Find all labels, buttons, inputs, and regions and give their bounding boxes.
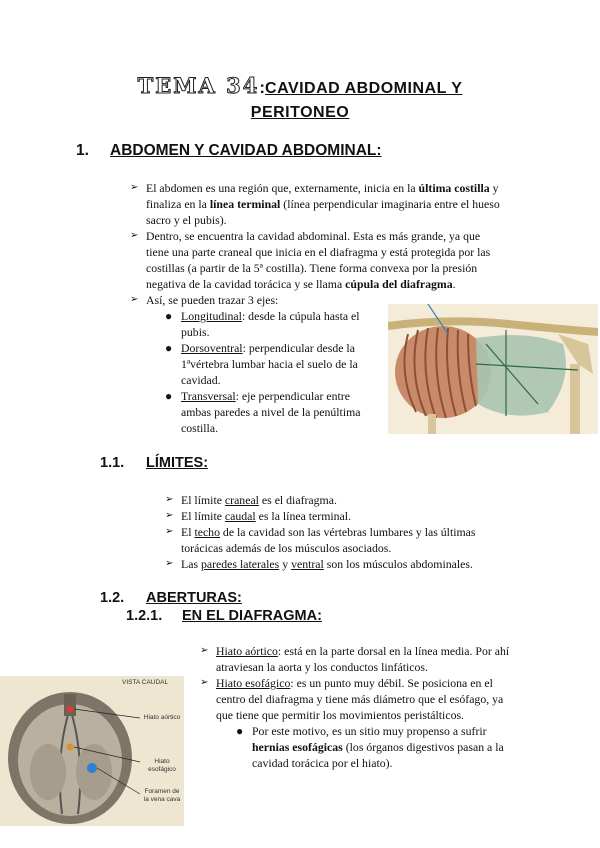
label-foramen-cava: Foramen de la vena cava — [143, 788, 181, 803]
vena-cava-foramen-dot — [87, 763, 97, 773]
bullet-cavidad: ➢ Dentro, se encuentra la cavidad abdominal. Esta es más grande, ya que tiene una parte craneal que inicia en el diafragma y está protegida por las costillas (a partir de la 5ª costilla). Tiene forma convexa por la presión negativa de la cavidad torácica y se llama cúpula del diafragma. — [130, 229, 491, 291]
bullet-dot-icon: ● — [236, 724, 244, 738]
limite-craneal: ➢ El límite craneal es el diafragma. — [165, 493, 337, 507]
arrow-bullet-icon: ➢ — [165, 558, 174, 569]
arrow-bullet-icon: ➢ — [130, 230, 139, 241]
limites-list — [165, 492, 510, 572]
section-1-2-heading — [100, 590, 242, 606]
diaphragm-figure — [0, 676, 184, 826]
arrow-bullet-icon: ➢ — [165, 526, 174, 537]
bullet-dot-icon: ● — [165, 341, 173, 355]
aortic-hiatus-dot — [67, 706, 74, 713]
label-hiato-aortico: Hiato aórtico — [143, 714, 181, 721]
bullet-abdomen: ➢ El abdomen es una región que, externamente, inicia en la última costilla y finaliza en la línea terminal (línea perpendicular imaginaria entre el hueso sacro y el pubis). — [130, 181, 500, 227]
hiato-aortico-item: ➢ Hiato aórtico: está en la parte dorsal en la línea media. Por ahí atraviesan la aorta y los conductos linfáticos. — [200, 644, 510, 674]
section-1-2-title: ABERTURAS: — [146, 590, 242, 606]
tema-number: TEMA 34 — [137, 73, 260, 98]
section-1-1-heading — [100, 455, 208, 471]
bullet-ejes: ➢ Así, se pueden trazar 3 ejes: — [130, 293, 279, 307]
bullet-dot-icon: ● — [165, 389, 173, 403]
section-1-1-number: 1.1. — [100, 455, 125, 471]
hind-limb-shape — [570, 364, 580, 434]
axis-longitudinal: ● Longitudinal: desde la cúpula hasta el pubis. — [165, 309, 360, 339]
left-dome-shape — [30, 744, 66, 800]
figure-caption: VISTA CAUDAL — [122, 679, 169, 686]
section-1-2-1-title: EN EL DIAFRAGMA: — [182, 608, 322, 624]
section-1-body — [130, 180, 500, 308]
title-colon: : — [259, 78, 266, 97]
arrow-bullet-icon: ➢ — [165, 494, 174, 505]
section-1-1-title: LÍMITES: — [146, 455, 209, 471]
fore-limb-shape — [428, 414, 436, 434]
abdomen-side-figure — [388, 304, 598, 434]
arrow-bullet-icon: ➢ — [165, 510, 174, 521]
section-1-2-1-number: 1.2.1. — [126, 608, 163, 624]
section-1-heading — [76, 142, 382, 160]
vertebra-shape — [64, 694, 76, 716]
section-1-title: ABDOMEN Y CAVIDAD ABDOMINAL: — [110, 142, 382, 159]
section-1-number: 1. — [76, 142, 89, 159]
arrow-bullet-icon: ➢ — [200, 677, 209, 688]
axis-dorsoventral: ● Dorsoventral: perpendicular desde la 1ªvértebra lumbar hacia el suelo de la cavidad. — [165, 341, 358, 387]
limite-caudal: ➢ El límite caudal es la línea terminal. — [165, 509, 352, 523]
arrow-bullet-icon: ➢ — [130, 182, 139, 193]
page-title — [0, 74, 600, 125]
limite-techo: ➢ El techo de la cavidad son las vértebras lumbares y las últimas torácicas además de los músculos asociados. — [165, 525, 476, 555]
hiatos-list — [200, 643, 522, 771]
arrow-bullet-icon: ➢ — [130, 294, 139, 305]
axes-list — [163, 308, 378, 436]
label-hiato-esofagico: Hiato esofágico — [148, 758, 176, 773]
title-line2: PERITONEO — [250, 104, 350, 121]
bullet-dot-icon: ● — [165, 309, 173, 323]
hernias-item: ● Por este motivo, es un sitio muy propenso a sufrir hernias esofágicas (los órganos digestivos pasan a la cavidad torácica por el hiato). — [236, 724, 504, 770]
arrow-bullet-icon: ➢ — [200, 645, 209, 656]
esophageal-hiatus-dot — [67, 744, 74, 751]
limite-paredes: ➢ Las paredes laterales y ventral son los músculos abdominales. — [165, 557, 473, 571]
section-1-2-1-heading — [126, 608, 322, 624]
hiato-esofagico-item: ➢ Hiato esofágico: es un punto muy débil. Se posiciona en el centro del diafragma y tiene más diámetro que el esófago, ya que tiene que permitir los movimientos peristálticos. — [200, 676, 504, 722]
title-line1: CAVIDAD ABDOMINAL Y — [265, 80, 463, 97]
axis-transversal: ● Transversal: eje perpendicular entre ambas paredes a nivel de la penúltima costilla. — [165, 389, 361, 435]
section-1-2-number: 1.2. — [100, 590, 125, 606]
